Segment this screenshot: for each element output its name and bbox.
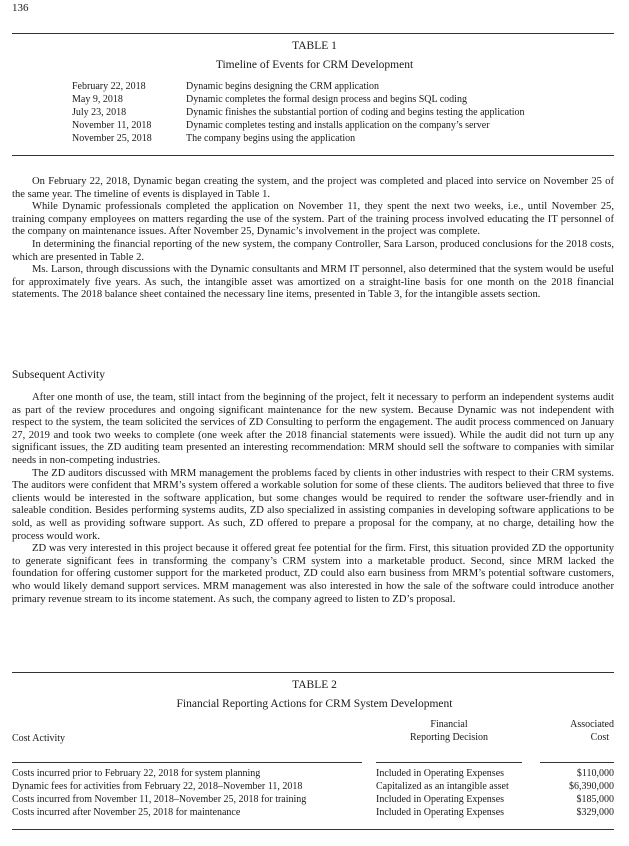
table1-title: Timeline of Events for CRM Development — [215, 59, 414, 71]
table2-header-decision-line2: Reporting Decision — [409, 732, 489, 743]
table1-row — [72, 82, 379, 92]
section-heading: Subsequent Activity — [12, 369, 105, 381]
table1-row — [72, 95, 467, 105]
paragraph: While Dynamic professionals completed the application on November 11, they spent the next two weeks, i.e., until November 25, training company employees on matters regarding the use of the system. Part of the training process involved educating the IT personnel of the company on maintenance issues. After November 25, Dynamic’s involvement in the project was complete. — [12, 201, 614, 238]
table1-date: May 9, 2018 — [72, 94, 123, 105]
table1-date: November 11, 2018 — [72, 120, 152, 131]
table2-decision: Capitalized as an intangible asset — [376, 781, 509, 792]
paragraph: On February 22, 2018, Dynamic began creating the system, and the project was completed and placed into service on November 25 of the same year. The timeline of events is displayed in Table 1. — [12, 176, 614, 200]
body-text-block-2 — [12, 392, 614, 606]
table2-header-rule-decision — [376, 762, 522, 763]
table2-header-cost-line2: Cost — [590, 732, 609, 743]
table2-activity: Costs incurred after November 25, 2018 for maintenance — [12, 807, 241, 818]
table2-decision: Included in Operating Expenses — [376, 807, 505, 818]
table2-cost: $110,000 — [576, 768, 614, 779]
table2-cost: $329,000 — [576, 807, 614, 818]
table2-decision: Included in Operating Expenses — [376, 794, 505, 805]
table1-event: The company begins using the application — [186, 133, 356, 144]
table1-date: November 25, 2018 — [72, 133, 152, 144]
table2-activity: Dynamic fees for activities from February 22, 2018–November 11, 2018 — [12, 781, 303, 792]
table2-header-decision-line1: Financial — [430, 719, 468, 730]
table2-activity: Costs incurred prior to February 22, 2018 for system planning — [12, 768, 261, 779]
paragraph: The ZD auditors discussed with MRM management the problems faced by clients in other industries with respect to their CRM systems. The auditors were confident that MRM’s system offered a workable solution for some of these clients. The auditors believed that three to five clients would be interested in the software application, but some changes would be required to render the software user-friendly and in saleable condition. Besides performing systems audits, ZD also specialized in assisting companies in developing software applications to be sold, as well as providing software support. As such, ZD offered to prepare a proposal for the company, at no charge, detailing how the process would work. — [12, 467, 614, 542]
table2-cost: $6,390,000 — [569, 781, 614, 792]
table1-bottom-rule — [12, 155, 614, 156]
table2-header-rule-cost — [540, 762, 614, 763]
table2-bottom-rule — [12, 829, 614, 830]
table2-decision: Included in Operating Expenses — [376, 768, 505, 779]
table1-row — [72, 121, 490, 131]
paragraph: Ms. Larson, through discussions with the Dynamic consultants and MRM IT personnel, also determined that the system would be useful for approximately five years. As such, the intangible asset was amortized on a straight-line basis for one month on the 2018 financial statements. The 2018 balance sheet contained the necessary line items, presented in Table 3, for the intangible assets section. — [12, 264, 614, 301]
page-number: 136 — [12, 2, 29, 14]
table1-row — [72, 134, 355, 144]
table1-top-rule — [12, 33, 614, 34]
paragraph: ZD was very interested in this project because it offered great fee potential for the firm. First, this situation provided ZD the opportunity to generate significant fees in transforming the company’s CRM system into a marketable product. Second, since MRM lacked the foundation for offering customer support for the marketed product, ZD could also earn business from MRM’s potential software customers, who would likely demand support services. MRM management was also interested in how the sale of the software could introduce another primary revenue stream to its income statement. As such, the company agreed to listen to ZD’s proposal. — [12, 543, 614, 605]
table2-header-rule-activity — [12, 762, 362, 763]
table1-event: Dynamic completes the formal design process and begins SQL coding — [186, 94, 467, 105]
table2-top-rule — [12, 672, 614, 673]
table2-header-cost-line1: Associated — [570, 719, 614, 730]
table1-row — [72, 108, 525, 118]
paragraph: After one month of use, the team, still intact from the beginning of the project, felt it necessary to perform an independent systems audit as part of the review procedures and ongoing significant maintenance for the new system. Because Dynamic was not independent with respect to the system, the team solicited the services of ZD Consulting to perform the engagement. The audit process commenced on January 27, 2019 and took two weeks to complete (one week after the 2018 financial statements were issued). While the audit did not turn up any significant issues, the ZD auditing team presented an interesting recommendation: MRM should sell the software to companies with similar needs in non-competing industries. — [12, 392, 614, 466]
table1-date: July 23, 2018 — [72, 107, 127, 118]
table1-date: February 22, 2018 — [72, 81, 146, 92]
body-text-block-1 — [12, 176, 614, 302]
table2-header-activity: Cost Activity — [12, 733, 66, 744]
table1-event: Dynamic finishes the substantial portion of coding and begins testing the application — [186, 107, 525, 118]
table2-cost: $185,000 — [576, 794, 614, 805]
table2-activity: Costs incurred from November 11, 2018–November 25, 2018 for training — [12, 794, 307, 805]
table1-label: TABLE 1 — [292, 40, 337, 52]
table1-event: Dynamic begins designing the CRM application — [186, 81, 380, 92]
table1-event: Dynamic completes testing and installs application on the company’s server — [186, 120, 490, 131]
table2-title: Financial Reporting Actions for CRM System Development — [176, 698, 453, 710]
table2-label: TABLE 2 — [292, 679, 337, 691]
paragraph: In determining the financial reporting of the new system, the company Controller, Sara Larson, produced conclusions for the 2018 costs, which are presented in Table 2. — [12, 238, 614, 263]
